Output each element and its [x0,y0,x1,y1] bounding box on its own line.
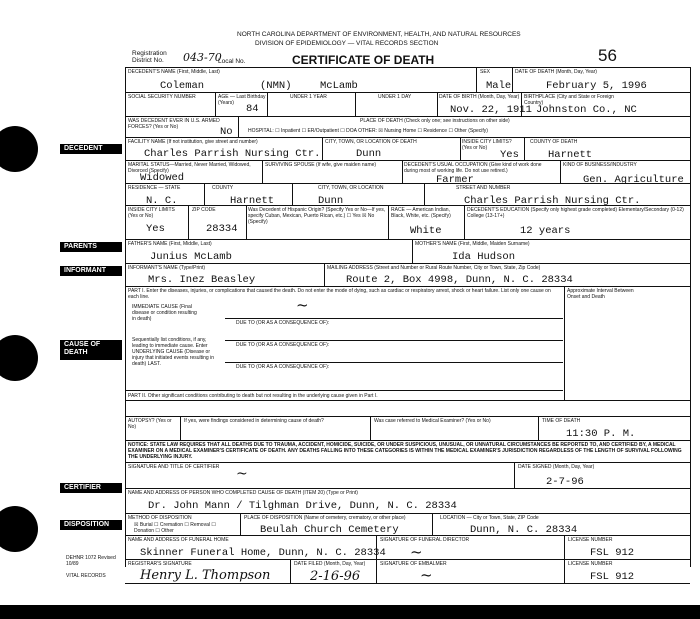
date-signed-label: DATE SIGNED (Month, Day, Year) [518,464,595,470]
embalmer-label: SIGNATURE OF EMBALMER [380,561,447,567]
due-to-b: DUE TO (OR AS A CONSEQUENCE OF): [236,342,330,348]
res-county: Harnett [230,195,275,207]
page-number: 56 [598,46,617,65]
name-label: DECEDENT'S NAME (First, Middle, Last) [128,69,220,75]
part1-label: PART I. Enter the diseases, injuries, or complications that caused the death. Do not enter the mode of dying, such as cardiac or respiratory arrest, shock or heart failure. List only one cause on each line. [128,288,551,300]
birthplace-label: BIRTHPLACE (City and State or Foreign Country) [524,94,614,106]
industry: Gen. Agriculture [583,174,684,186]
res-state: N. C. [146,195,178,207]
death-city-label: CITY, TOWN, OR LOCATION OF DEATH [325,139,417,145]
facility-label: FACILITY NAME (If not institution, give street and number) [128,139,258,145]
funeral-home: Skinner Funeral Home, Dunn, N. C. 28334 [140,547,386,559]
section-tab-informant: INFORMANT [60,266,122,276]
section-tab-disposition: DISPOSITION [60,520,122,530]
place-of-death-label: PLACE OF DEATH (Check only one; see instructions on other side) [360,118,510,124]
age-label: AGE — Last Birthday (Years) [218,94,266,106]
vital-records-label: VITAL RECORDS [66,573,106,579]
registration-label: Registration District No. [132,50,167,64]
form-title: CERTIFICATE OF DEATH [292,53,435,67]
funeral-home-label: NAME AND ADDRESS OF FUNERAL HOME [128,537,229,543]
location-label: LOCATION — City or Town, State, ZIP Code [440,515,539,521]
date-signed: 2-7-96 [546,476,584,488]
sequential-label: Sequentially list conditions, if any, leading to immediate cause. Enter UNDERLYING CAUSE (Disease or injury that initiated events resulting in death) LAST. [132,337,214,367]
ssn-label: SOCIAL SECURITY NUMBER [128,94,196,100]
registrar-label: REGISTRAR'S SIGNATURE [128,561,192,567]
time-label: TIME OF DEATH [542,418,581,424]
res-street: Charles Parrish Nursing Ctr. [464,195,641,207]
due-to-a: DUE TO (OR AS A CONSEQUENCE OF): [236,320,330,326]
occupation: Farmer [436,174,474,186]
disposition-place-label: PLACE OF DISPOSITION (Name of cemetery, crematory, or other place) [244,515,406,521]
decedent-last-name: McLamb [320,80,358,92]
certifier-initials: ~ [296,296,309,314]
marital-status: Widowed [140,172,185,184]
autopsy-label: AUTOPSY? (Yes or No) [128,418,172,430]
registrar-signature: Henry L. Thompson [140,568,271,583]
decedent-sex: Male [486,80,512,92]
armed-forces-label: WAS DECEDENT EVER IN U.S. ARMED FORCES? (Yes or No) [128,118,220,130]
race: White [410,225,442,237]
mother-name: Ida Hudson [452,251,516,263]
dob-label: DATE OF BIRTH (Month, Day, Year) [439,94,520,100]
decedent-age: 84 [246,103,259,115]
res-inside: Yes [146,223,165,235]
county-label: COUNTY OF DEATH [530,139,578,145]
res-zip: 28334 [206,223,238,235]
birthplace: Johnston Co., NC [536,104,637,116]
mailing-label: MAILING ADDRESS (Street and Number or Rural Route Number, City or Town, State, Zip Code) [327,265,541,271]
father-name: Junius McLamb [150,251,232,263]
hispanic-label: Was Decedent of Hispanic Origin? (Specify Yes or No—If yes, specify Cuban, Mexican, Puerto Rican, etc.) ☐ Yes ☒ No (Specify) [248,207,386,225]
facility-name: Charles Parrish Nursing Ctr. [144,148,321,160]
license-label: LICENSE NUMBER [568,537,613,543]
findings-label: If yes, were findings considered in determining cause of death? [184,418,324,424]
certifier-sig-label: SIGNATURE AND TITLE OF CERTIFIER [128,464,220,470]
due-to-c: DUE TO (OR AS A CONSEQUENCE OF): [236,364,330,370]
marital-label: MARITAL STATUS—Married, Never Married, Widowed, Divorced (Specify) [128,162,251,174]
spouse-label: SURVIVING SPOUSE (If wife, give maiden name) [265,162,377,168]
method-label: METHOD OF DISPOSITION [128,515,192,521]
education-label: DECEDENT'S EDUCATION (Specify only highest grade completed) Elementary/Secondary (0-12) College (13-17+) [467,207,684,219]
death-county: Harnett [548,149,593,161]
res-state-label: RESIDENCE — STATE [128,185,181,191]
res-city-label: CITY, TOWN, OR LOCATION [318,185,384,191]
referred-label: Was case referred to Medical Examiner? (Yes or No) [374,418,491,424]
under-1-year-label: UNDER 1 YEAR [290,94,327,100]
header-line1: NORTH CAROLINA DEPARTMENT OF ENVIRONMENT, HEALTH, AND NATURAL RESOURCES [237,31,521,38]
informant-label: INFORMANT'S NAME (Type/Print) [128,265,206,271]
occupation-label: DECEDENT'S USUAL OCCUPATION (Give kind of work done during most of working life. Do not use retired.) [404,162,542,174]
form-id: DEHNR 1072 Revised 10/89 [66,555,116,567]
punch-hole [0,335,38,381]
date-filed-label: DATE FILED (Month, Day, Year) [294,561,366,567]
date-filed: 2-16-96 [310,569,361,584]
notice-text: NOTICE: STATE LAW REQUIRES THAT ALL DEATHS DUE TO TRAUMA, ACCIDENT, HOMICIDE, SUICIDE, OR UNDER SUSPICIOUS, UNUSUAL, OR UNNATURAL CIRCUMSTANCES BE REPORTED TO, AND CERTIFIED BY, A MEDICAL EXAMINER ON A MEDICAL EXAMINER'S CERTIFICATE OF DEATH. ANY DEATHS FALLING INTO THESE CATEGORIES IS WITHIN THE MEDICAL EXAMINER'S JURISDICTION REGARDLESS OF THE LENGTH OF SURVIVAL FOLLOWING THE UNDERLYING INJURY. [128,442,682,460]
certifier-name-address: Dr. John Mann / Tilghman Drive, Dunn, N. C. 28334 [148,500,457,512]
scan-edge-bar [0,605,700,619]
under-1-day-label: UNDER 1 DAY [378,94,412,100]
decedent-first-name: Coleman [160,80,205,92]
inside-limits-label: INSIDE CITY LIMITS? (Yes or No) [462,139,512,151]
res-city: Dunn [318,195,344,207]
section-tab-cause: CAUSE OF DEATH [60,340,122,360]
section-tab-parents: PARENTS [60,242,122,252]
fd-signature-label: SIGNATURE OF FUNERAL DIRECTOR [380,537,470,543]
certifier-signature: ~ [236,466,248,482]
district-number: 043-70 [183,51,222,64]
zip-label: ZIP CODE [192,207,216,213]
license-number-2: FSL 912 [590,571,635,583]
completed-by-label: NAME AND ADDRESS OF PERSON WHO COMPLETED CAUSE OF DEATH (ITEM 20) (Type or Print) [128,490,358,496]
interval-label: Approximate Interval Between Onset and Death [567,288,634,300]
license-number: FSL 912 [590,547,635,559]
res-street-label: STREET AND NUMBER [456,185,511,191]
disposition-place: Beulah Church Cemetery [260,524,399,536]
time-of-death: 11:30 P. M. [566,428,636,440]
res-inside-label: INSIDE CITY LIMITS (Yes or No) [128,207,175,219]
education: 12 years [520,225,571,237]
res-county-label: COUNTY [212,185,234,191]
race-label: RACE — American Indian, Black, White, etc. (Specify) [391,207,451,219]
punch-hole [0,506,38,552]
disposition-location: Dunn, N. C. 28334 [470,524,578,536]
local-no-label: Local No. [218,58,246,65]
header-line2: DIVISION OF EPIDEMIOLOGY — VITAL RECORDS SECTION [255,40,439,47]
mother-label: MOTHER'S NAME (First, Middle, Maiden Surname) [415,241,530,247]
father-label: FATHER'S NAME (First, Middle, Last) [128,241,212,247]
method-options: ☒ Burial ☐ Cremation ☐ Removal ☐ Donation ☐ Other [134,522,216,534]
immediate-cause-label: IMMEDIATE CAUSE (Final disease or condition resulting in death) [132,304,197,322]
informant-address: Route 2, Box 4998, Dunn, N. C. 28334 [346,274,573,286]
inside-limits: Yes [500,149,519,161]
armed-forces: No [220,126,233,138]
punch-hole [0,126,38,172]
license-label-2: LICENSE NUMBER [568,561,613,567]
section-tab-certifier: CERTIFIER [60,483,122,493]
funeral-director-signature: ~ [410,543,423,561]
dod-label: DATE OF DEATH (Month, Day, Year) [515,69,597,75]
industry-label: KIND OF BUSINESS/INDUSTRY [563,162,637,168]
date-of-birth: Nov. 22, 1911 [450,104,532,116]
section-tab-decedent: DECEDENT [60,144,122,154]
death-city: Dunn [356,148,382,160]
decedent-middle-name: (NMN) [260,80,292,92]
date-of-death: February 5, 1996 [546,80,647,92]
informant-name: Mrs. Inez Beasley [148,274,256,286]
sex-label: SEX [480,69,491,75]
part2-label: PART II. Other significant conditions contributing to death but not resulting in the underlying cause given in Part I. [128,393,378,399]
embalmer-signature: ~ [420,566,433,584]
hospital-options: HOSPITAL: ☐ Inpatient ☐ ER/Outpatient ☐ DOA OTHER: ☒ Nursing Home ☐ Residence ☐ Other (Specify) [248,128,488,134]
